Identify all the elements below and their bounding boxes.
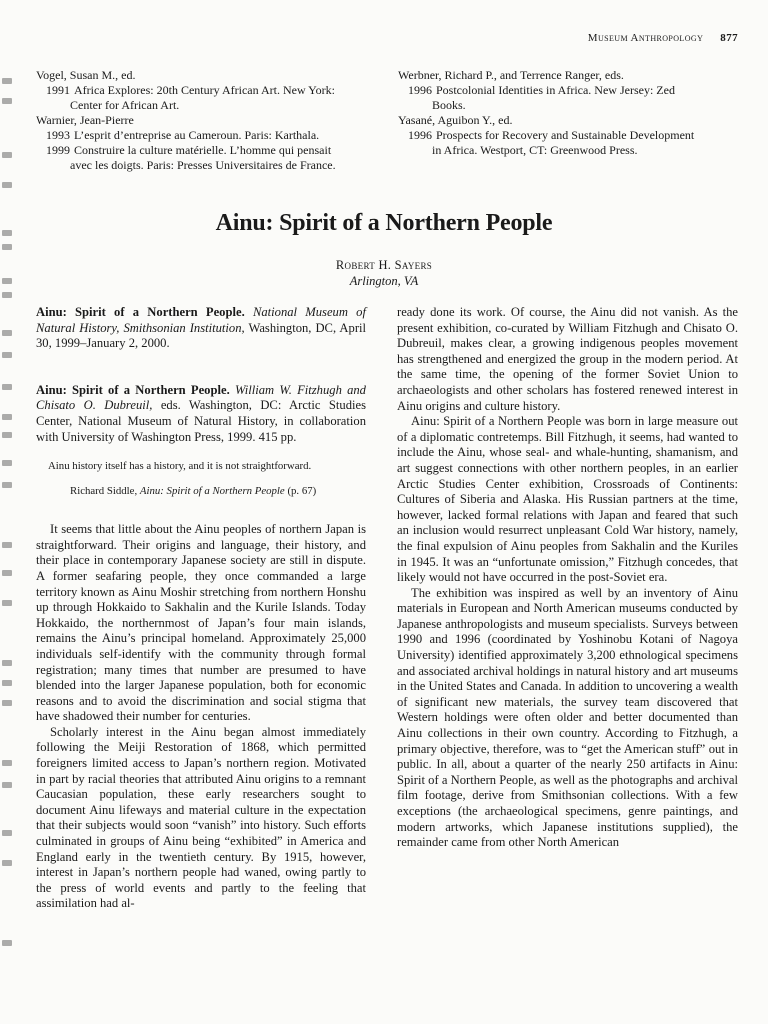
ref-author: Yasané, Aguibon Y., ed. xyxy=(398,113,513,127)
ref-entry: 1996 Postcolonial Identities in Africa. New Jersey: Zed Books. xyxy=(408,83,675,112)
review-item-exhibition: Ainu: Spirit of a Northern People. National Museum of Natural History, Smithsonian Institution, Washington, DC, April 30, 1999–January 2, 2000. xyxy=(36,305,367,351)
epigraph-quote: Ainu history itself has a history, and it is not straightforward. xyxy=(48,460,312,473)
ref-author: Warnier, Jean-Pierre xyxy=(36,113,134,127)
column-right xyxy=(397,305,738,851)
column-left xyxy=(36,305,366,912)
ref-entry: 1991 Africa Explores: 20th Century African Art. New York: Center for African Art. xyxy=(46,83,335,112)
article-title: Ainu: Spirit of a Northern People xyxy=(215,210,553,236)
journal-name: Museum Anthropology xyxy=(587,32,704,44)
references-right xyxy=(398,68,743,158)
ref-author: Werbner, Richard P., and Terrence Ranger, eds. xyxy=(398,68,624,82)
author-affiliation: Arlington, VA xyxy=(349,274,419,288)
byline xyxy=(0,257,768,289)
body-paragraph: ready done its work. Of course, the Ainu did not vanish. As the present exhibition, co-curated by William Fitzhugh and Chisato O. Dubreuil, makes clear, a growing indigenous peoples movement has strengthened and energized the group in the modern period. At the same time, the opening of the former Soviet Union to archaeologists and other scholars has fostered renewed interest in Ainu origins and culture history. xyxy=(397,305,738,413)
body-paragraph: It seems that little about the Ainu peoples of northern Japan is straightforward. Their origins and language, their history, and their place in contemporary Japanese society are still in dispute. A former seafaring people, they once commanded a large territory known as Ainu Moshir stretching from northern Honshu up through Hokkaido to Sakhalin and the Kurile Islands. Today Hokkaido, the northernmost of Japan’s four main islands, remains the Ainu’s principal homeland. Approximately 25,000 individuals self-identify with the community through formal registration; many times that number are presumed to have blended into the larger Japanese population, both for economic reasons and to avoid the discrimination and social stigma that have shadowed their number for centuries. xyxy=(36,522,366,724)
ref-entry: 1999 Construire la culture matérielle. L’homme qui pensait avec les doigts. Paris: Presses Universitaires de France. xyxy=(46,143,336,172)
references-left xyxy=(36,68,376,173)
ref-author: Vogel, Susan M., ed. xyxy=(36,68,136,82)
ref-entry: 1993 L’esprit d’entreprise au Cameroun. Paris: Karthala. xyxy=(46,128,320,142)
epigraph xyxy=(36,459,366,498)
running-head xyxy=(588,32,738,44)
page-number: 877 xyxy=(720,32,738,44)
review-item-catalog: Ainu: Spirit of a Northern People. William W. Fitzhugh and Chisato O. Dubreuil, eds. Washington, DC: Arctic Studies Center, National Museum of Natural History, in collaboration with University of Washington Press, 1999. 415 pp. xyxy=(36,382,366,444)
body-paragraph: The exhibition was inspired as well by an inventory of Ainu materials in European and North American museums conducted by Japanese anthropologists and museum specialists. Surveys between 1990 and 1996 (coordinated by Yoshinobu Kotani of Nagoya University) identified approximately 3,200 ethnological specimens and associated archival holdings in natural history and art museums in the United States and Canada. In addition to uncovering a wealth of significant new materials, the survey team discovered that Western holdings were often older and better documented than Ainu collections in their own country. According to Fitzhugh, a primary objective, therefore, was to “get the American stuff” out in public. In all, about a quarter of the nearly 250 artifacts in Ainu: Spirit of a Northern People, as well as the photographs and archival film footage, derive from Smithsonian collections. With a few exceptions (the archaeological specimens, genre paintings, and modern artworks, which Japanese institutions supplied), the remainder came from other North American xyxy=(397,585,738,850)
epigraph-source: Richard Siddle, Ainu: Spirit of a Northern People (p. 67) xyxy=(70,485,317,498)
body-paragraph: Ainu: Spirit of a Northern People was born in large measure out of a diplomatic contretemps. Bill Fitzhugh, it seems, had wanted to include the Ainu, whose seal- and whale-hunting, shamanism, and art suggest connections with other northern peoples, in an earlier Arctic Studies Center exhibition, Crossroads of Continents: Cultures of Siberia and Alaska. His Russian partners at the time, however, lacked formal relations with Japan and feared that such an inclusion would resurrect unpleasant Cold War history, namely, the final expulsion of Ainu peoples from Sakhalin and the Kuriles in 1945. It was an “unfortunate omission,” Fitzhugh concedes, that likely would not have occurred in the post-Soviet era. xyxy=(397,414,738,585)
body-paragraph: Scholarly interest in the Ainu began almost immediately following the Meiji Restoration of 1868, which permitted foreigners limited access to Japan’s northern region. Motivated in part by racial theories that attributed Ainu origins to a remnant Caucasian population, these early researchers sought to document Ainu lifeways and material culture in the expectation that their subjects would soon “vanish” into history. Such efforts culminated in groups of Ainu being “exhibited” in America and England early in the twentieth century. By 1915, however, interest in Japan’s northern people had waned, owing partly to the press of world events and partly to the feeling that assimilation had al- xyxy=(36,724,366,911)
author-name: Robert H. Sayers xyxy=(335,258,433,272)
ref-entry: 1996 Prospects for Recovery and Sustainable Development in Africa. Westport, CT: Greenwood Press. xyxy=(408,128,695,157)
